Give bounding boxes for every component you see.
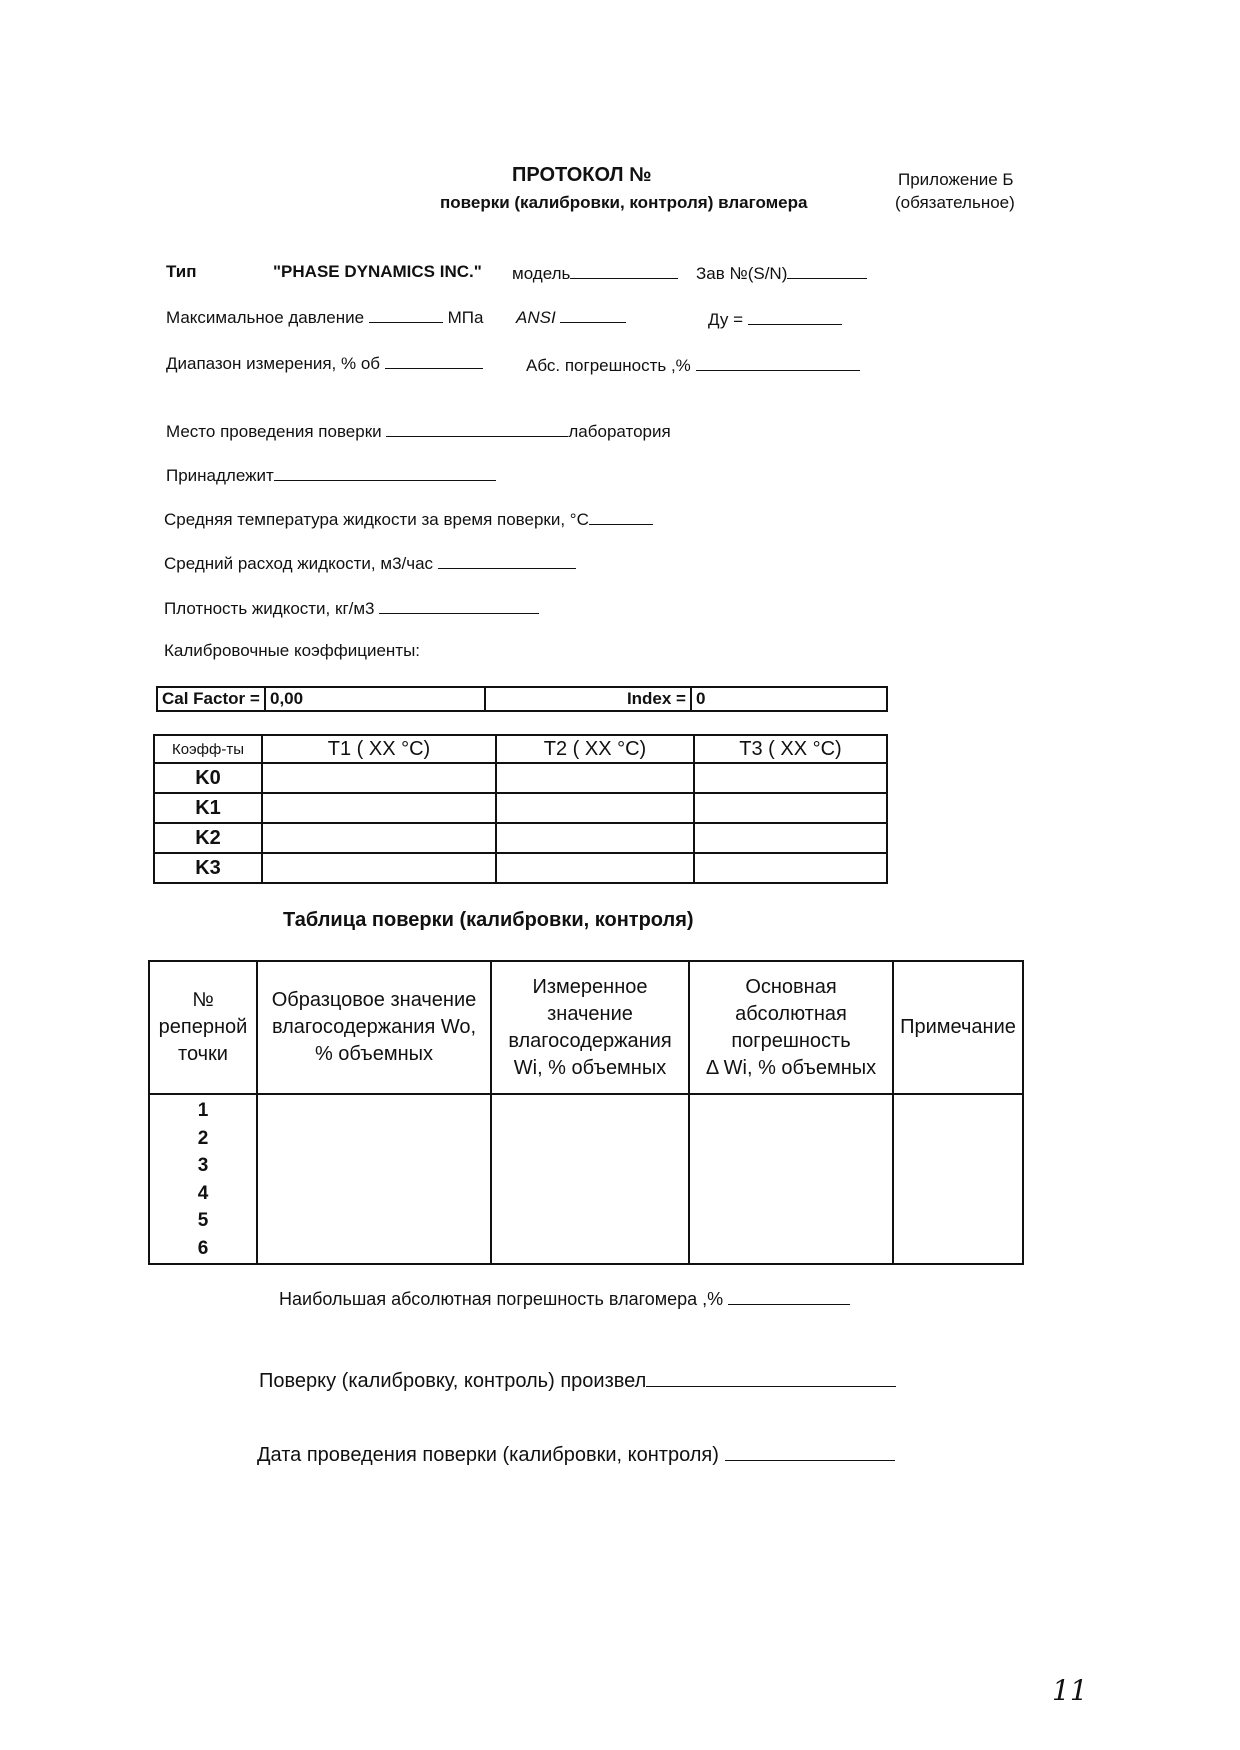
coef-row-label: K2 [154,823,262,853]
ver-header-point [149,961,257,1094]
range-field[interactable] [166,352,483,374]
table-row [154,823,887,853]
cal-factor-label: Cal Factor = [157,687,265,711]
ver-point-number: 1 [197,1100,209,1121]
coef-row-label: K0 [154,763,262,793]
verification-body-row [149,1094,1023,1264]
protocol-subtitle: поверки (калибровки, контроля) влагомера [440,193,808,212]
coef-cell[interactable] [694,823,887,853]
cal-factor-value[interactable]: 0,00 [265,687,485,711]
ver-reference-column[interactable] [257,1094,491,1264]
du-label: Ду = [708,310,744,329]
ver-header-error-l3: погрешность [731,1029,851,1052]
ver-header-error [689,961,893,1094]
appendix-label: Приложение Б [898,170,1014,189]
table-row [154,853,887,883]
type-label: Тип [166,262,197,281]
page-number: 11 [1052,1674,1088,1707]
place-field[interactable] [166,420,671,442]
ver-header-measured-l4: Wi, % объемных [513,1056,667,1079]
ver-header-error-l4: Δ Wi, % объемных [705,1056,877,1079]
ver-note-column[interactable] [893,1094,1023,1264]
ver-header-error-l2: абсолютная [735,1002,847,1025]
max-error-label: Наибольшая абсолютная погрешность влагомера ,% [279,1289,724,1309]
ver-header-note-l1: Примечание [900,1016,1016,1038]
date-label: Дата проведения поверки (калибровки, контроля) [257,1444,719,1466]
coef-cell[interactable] [694,853,887,883]
ver-header-reference-l2: влагосодержания Wo, [271,1016,477,1038]
density-label: Плотность жидкости, кг/м3 [164,599,375,618]
ver-header-measured [491,961,689,1094]
performed-by-field[interactable] [259,1370,896,1393]
ansi-label: ANSI [516,308,556,327]
appendix-status: (обязательное) [895,193,1015,212]
ver-point-number: 5 [197,1210,209,1231]
ver-point-number: 2 [197,1127,209,1149]
coef-header-name: Коэфф-ты [154,735,262,763]
ver-header-reference-l1: Образцовое значение [271,989,477,1011]
ver-header-point-l1: № [192,989,214,1011]
ver-header-reference [257,961,491,1094]
max-pressure-field[interactable] [166,306,483,328]
coef-label: Калибровочные коэффициенты: [164,641,421,660]
table-row [154,763,887,793]
table-row [154,793,887,823]
temp-label: Средняя температура жидкости за время поверки, °С [164,510,589,529]
du-field[interactable] [708,308,842,330]
coef-cell[interactable] [496,853,694,883]
index-label: Index = [485,687,691,711]
verification-title: Таблица поверки (калибровки, контроля) [283,909,694,931]
verification-header-row [149,961,1023,1094]
coef-row-label: K3 [154,853,262,883]
flow-field[interactable] [164,552,576,574]
ver-point-number: 4 [197,1182,209,1204]
ver-point-number: 6 [197,1237,209,1259]
ver-header-point-l3: точки [178,1043,228,1065]
temp-field[interactable] [164,508,653,530]
coef-header-t1: T1 ( XX °C) [262,735,496,763]
coef-cell[interactable] [496,793,694,823]
coef-cell[interactable] [262,853,496,883]
range-label: Диапазон измерения, % об [166,354,381,373]
density-field[interactable] [164,597,539,619]
index-value[interactable]: 0 [691,687,887,711]
owner-field[interactable] [166,464,496,486]
model-field[interactable] [512,262,678,284]
serial-field[interactable] [696,262,867,284]
max-error-field[interactable] [279,1288,850,1310]
ver-header-measured-l1: Измеренное [532,975,648,998]
serial-label: Зав №(S/N) [696,264,788,283]
cal-factor-table [156,686,888,712]
coef-cell[interactable] [694,793,887,823]
coef-cell[interactable] [496,763,694,793]
coef-cell[interactable] [496,823,694,853]
pressure-unit: МПа [447,308,484,327]
ver-measured-column[interactable] [491,1094,689,1264]
ver-header-measured-l3: влагосодержания [508,1029,672,1052]
model-label: модель [512,264,571,283]
max-pressure-label: Максимальное давление [166,308,365,327]
ver-header-error-l1: Основная [745,975,837,998]
coef-table [153,734,888,884]
verification-table [148,960,1024,1265]
ver-error-column[interactable] [689,1094,893,1264]
abs-error-field[interactable] [526,354,860,376]
abs-error-label: Абс. погрешность ,% [526,356,691,375]
coef-row-label: K1 [154,793,262,823]
type-value: "PHASE DYNAMICS INC." [273,262,482,281]
coef-header-row [154,735,887,763]
owner-label: Принадлежит [166,466,274,485]
ver-points-column [149,1094,257,1264]
place-suffix: лаборатория [568,422,671,441]
coef-header-t2: T2 ( XX °C) [496,735,694,763]
coef-cell[interactable] [262,763,496,793]
ver-header-note [893,961,1023,1094]
coef-cell[interactable] [262,793,496,823]
performed-by-label: Поверку (калибровку, контроль) произвел [259,1370,647,1392]
ver-point-number: 3 [197,1155,209,1176]
date-field[interactable] [257,1444,895,1467]
coef-header-t3: T3 ( XX °C) [694,735,887,763]
coef-cell[interactable] [262,823,496,853]
ansi-field[interactable] [516,306,626,328]
place-label: Место проведения поверки [166,422,382,441]
ver-header-measured-l2: значение [547,1002,633,1025]
ver-header-point-l2: реперной [158,1016,248,1038]
protocol-title: ПРОТОКОЛ № [512,164,652,186]
flow-label: Средний расход жидкости, м3/час [164,554,434,573]
coef-cell[interactable] [694,763,887,793]
ver-header-reference-l3: % объемных [314,1043,434,1065]
